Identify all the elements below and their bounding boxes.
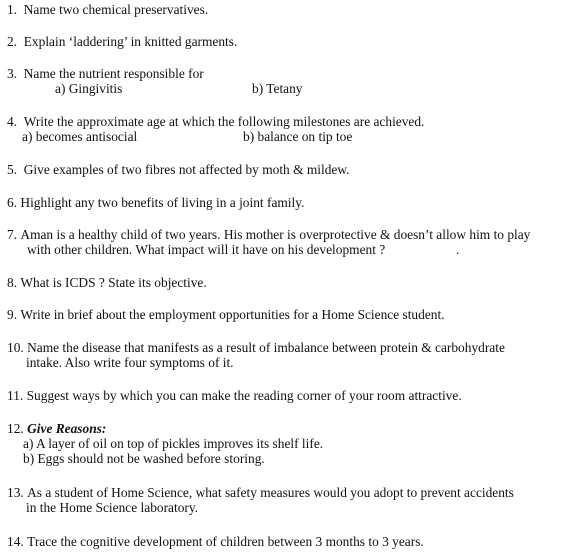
question-text: Write the approximate age at which the following milestones are achieved. [23,114,425,129]
options-row [7,81,565,96]
question-4 [7,114,565,144]
question-text: Name the disease that manifests as a result of imbalance between protein & carbohydrate [27,340,505,355]
question-number: 14. [7,534,24,549]
option-a: a) becomes antisocial [22,129,138,144]
option-b: b) Tetany [252,81,303,96]
question-text: As a student of Home Science, what safety measures would you adopt to prevent accidents [27,485,514,500]
question-text: Suggest ways by which you can make the reading corner of your room attractive. [26,388,462,403]
reason-b: b) Eggs should not be washed before storing. [23,451,265,466]
question-text: Name the nutrient responsible for [23,66,204,81]
question-12 [7,421,565,466]
question-text: Give examples of two fibres not affected by moth & mildew. [23,162,350,177]
question-2 [7,34,565,49]
reason-a: a) A layer of oil on top of pickles improves its shelf life. [23,436,324,451]
question-text: Highlight any two benefits of living in a joint family. [20,195,305,210]
question-5 [7,162,565,177]
question-text: Name two chemical preservatives. [23,2,209,17]
question-number: 4. [7,114,18,129]
question-number: 9. [7,307,18,322]
question-number: 13. [7,485,24,500]
question-number: 2. [7,34,18,49]
question-text: Trace the cognitive development of children between 3 months to 3 years. [27,534,424,549]
question-number: 3. [7,66,18,81]
option-a: a) Gingivitis [55,81,123,96]
question-8 [7,275,565,290]
question-number: 8. [7,275,18,290]
question-3 [7,66,565,96]
question-text: What is ICDS ? State its objective. [20,275,207,290]
question-1 [7,2,565,17]
question-9 [7,307,565,322]
question-number: 10. [7,340,24,355]
question-text: Aman is a healthy child of two years. His mother is overprotective & doesn’t allow him to play [20,227,531,242]
question-text-continued: with other children. What impact will it have on his development ? [27,242,386,257]
question-number: 5. [7,162,18,177]
stray-mark: . [456,242,460,257]
question-14 [7,534,565,549]
question-number: 6. [7,195,18,210]
question-number: 1. [7,2,18,17]
question-text-continued: intake. Also write four symptoms of it. [26,355,234,370]
question-number: 12. [7,421,24,436]
question-text: Write in brief about the employment opportunities for a Home Science student. [20,307,445,322]
question-text: Explain ‘laddering’ in knitted garments. [23,34,238,49]
question-text-continued: in the Home Science laboratory. [26,500,199,515]
give-reasons-heading: Give Reasons: [27,421,107,436]
question-number: 11. [7,388,24,403]
option-b: b) balance on tip toe [243,129,353,144]
options-row [7,129,565,144]
question-7 [7,227,565,257]
question-11 [7,388,565,403]
question-10 [7,340,565,370]
question-number: 7. [7,227,18,242]
question-13 [7,485,565,515]
question-6 [7,195,565,210]
